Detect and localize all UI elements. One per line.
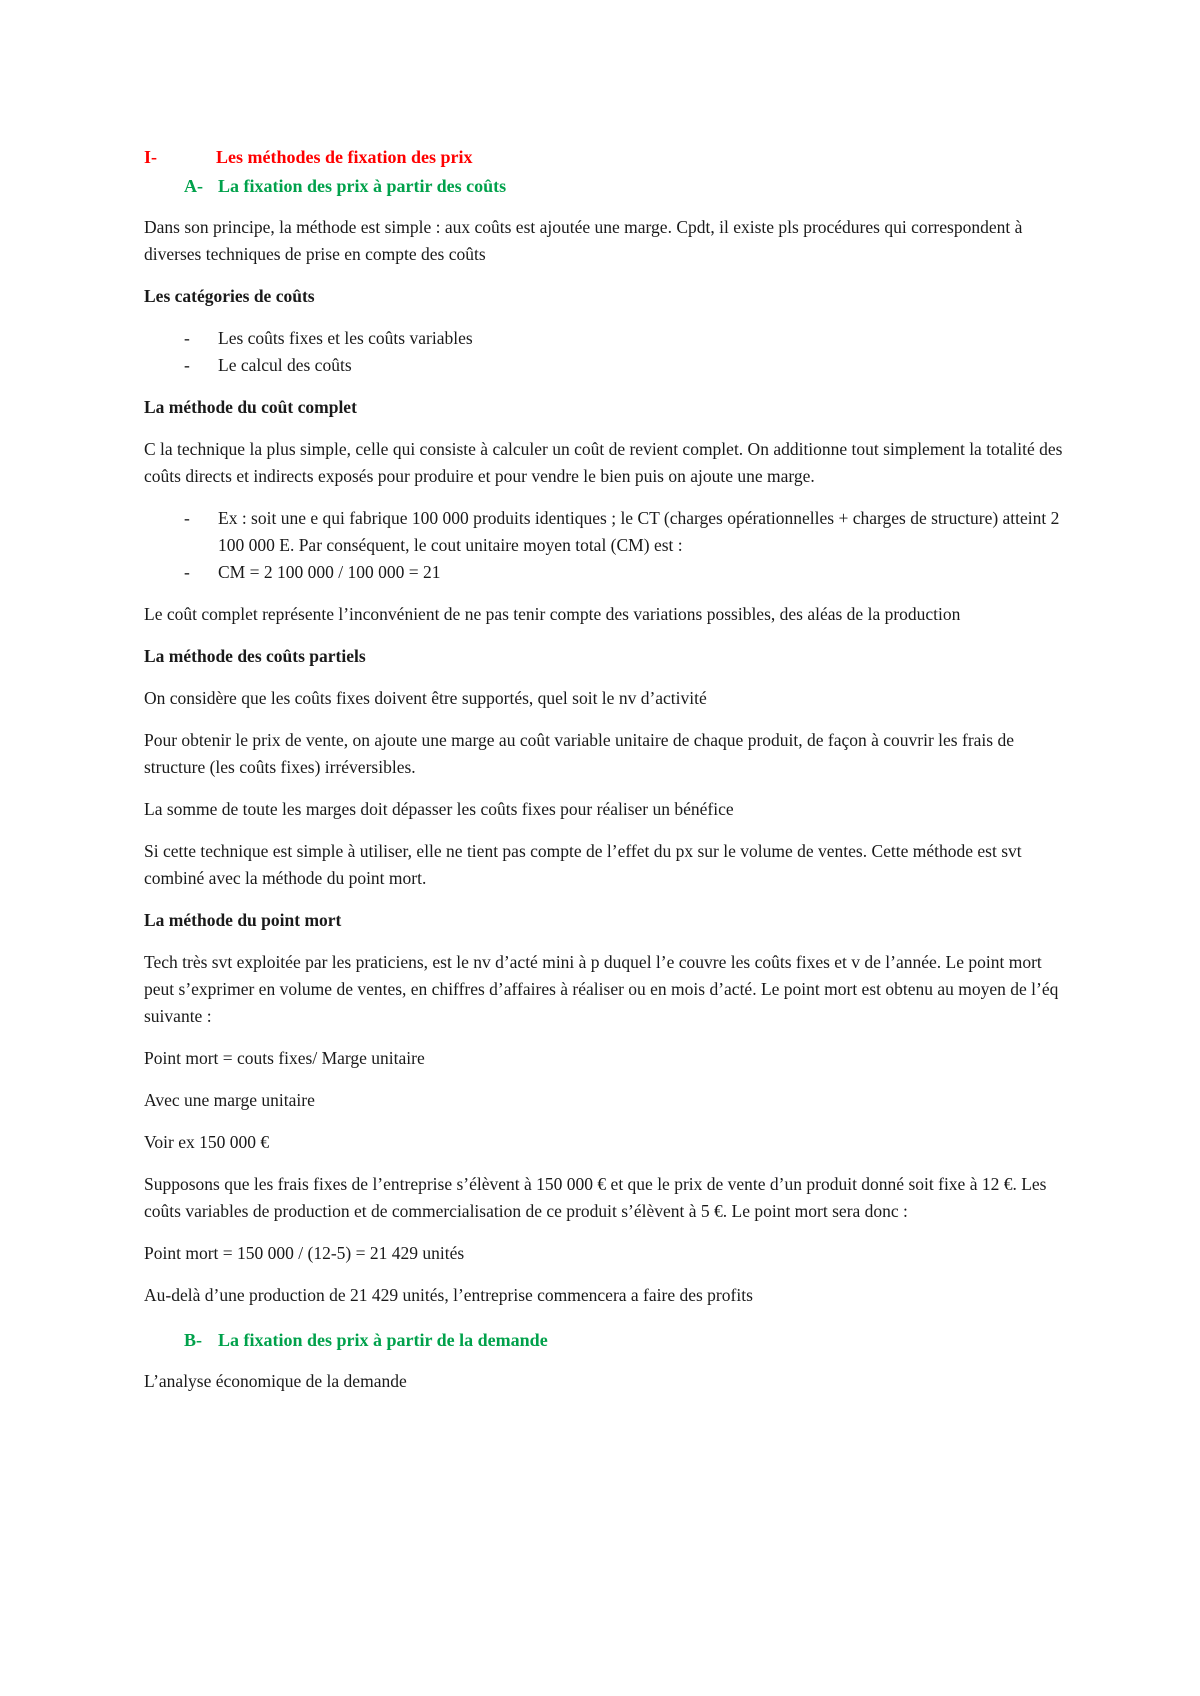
heading-cout-complet: La méthode du coût complet (144, 397, 357, 417)
list-item: - Le calcul des coûts (144, 352, 1074, 379)
paragraph: Supposons que les frais fixes de l’entreprise s’élèvent à 150 000 € et que le prix de vente d’un produit donné soit fixe à 12 €. Les coûts variables de production et de commercialisation de ce produit s’élèvent à 5 €. Le point mort sera donc : (144, 1174, 1047, 1221)
subsection-number: B- (184, 1330, 202, 1350)
list-item: - Les coûts fixes et les coûts variables (144, 325, 1074, 352)
paragraph: Voir ex 150 000 € (144, 1132, 270, 1152)
list-item: - Ex : soit une e qui fabrique 100 000 produits identiques ; le CT (charges opérationnelles + charges de structure) atteint 2 100 000 E. Par conséquent, le cout unitaire moyen total (CM) est : (144, 505, 1074, 559)
section-heading-1 (144, 144, 1074, 171)
subsection-number: A- (184, 176, 203, 196)
paragraph: On considère que les coûts fixes doivent être supportés, quel soit le nv d’activité (144, 688, 707, 708)
list-example (144, 505, 1074, 586)
subsection-title: La fixation des prix à partir des coûts (218, 176, 507, 196)
paragraph: Avec une marge unitaire (144, 1090, 315, 1110)
list-item: - CM = 2 100 000 / 100 000 = 21 (144, 559, 1074, 586)
paragraph: Le coût complet représente l’inconvénient de ne pas tenir compte des variations possibles, des aléas de la production (144, 604, 961, 624)
paragraph: Au-delà d’une production de 21 429 unités, l’entreprise commencera a faire des profits (144, 1285, 753, 1305)
paragraph: Tech très svt exploitée par les praticiens, est le nv d’acté mini à p duquel l’e couvre les coûts fixes et v de l’année. Le point mort peut s’exprimer en volume de ventes, en chiffres d’affaires à réaliser ou en mois d’acté. Le point mort est obtenu au moyen de l’éq suivante : (144, 952, 1059, 1026)
heading-categories: Les catégories de coûts (144, 286, 315, 306)
formula: Point mort = couts fixes/ Marge unitaire (144, 1048, 425, 1068)
section-number: I- (144, 147, 157, 167)
document-page (144, 144, 1074, 1410)
list-categories (144, 325, 1074, 379)
paragraph: Dans son principe, la méthode est simple : aux coûts est ajoutée une marge. Cpdt, il existe pls procédures qui correspondent à diverses techniques de prise en compte des coûts (144, 217, 1023, 264)
paragraph: Pour obtenir le prix de vente, on ajoute une marge au coût variable unitaire de chaque produit, de façon à couvrir les frais de structure (les coûts fixes) irréversibles. (144, 730, 1014, 777)
subsection-title: La fixation des prix à partir de la demande (218, 1330, 548, 1350)
paragraph: Si cette technique est simple à utiliser, elle ne tient pas compte de l’effet du px sur le volume de ventes. Cette méthode est svt combiné avec la méthode du point mort. (144, 841, 1022, 888)
subsection-heading-a (184, 173, 1074, 200)
section-title: Les méthodes de fixation des prix (216, 147, 473, 167)
heading-couts-partiels: La méthode des coûts partiels (144, 646, 366, 666)
paragraph: L’analyse économique de la demande (144, 1371, 407, 1391)
heading-point-mort: La méthode du point mort (144, 910, 342, 930)
formula: Point mort = 150 000 / (12-5) = 21 429 unités (144, 1243, 465, 1263)
paragraph: C la technique la plus simple, celle qui consiste à calculer un coût de revient complet. On additionne tout simplement la totalité des coûts directs et indirects exposés pour produire et pour vendre le bien puis on ajoute une marge. (144, 439, 1063, 486)
subsection-heading-b (184, 1327, 1074, 1354)
paragraph: La somme de toute les marges doit dépasser les coûts fixes pour réaliser un bénéfice (144, 799, 734, 819)
